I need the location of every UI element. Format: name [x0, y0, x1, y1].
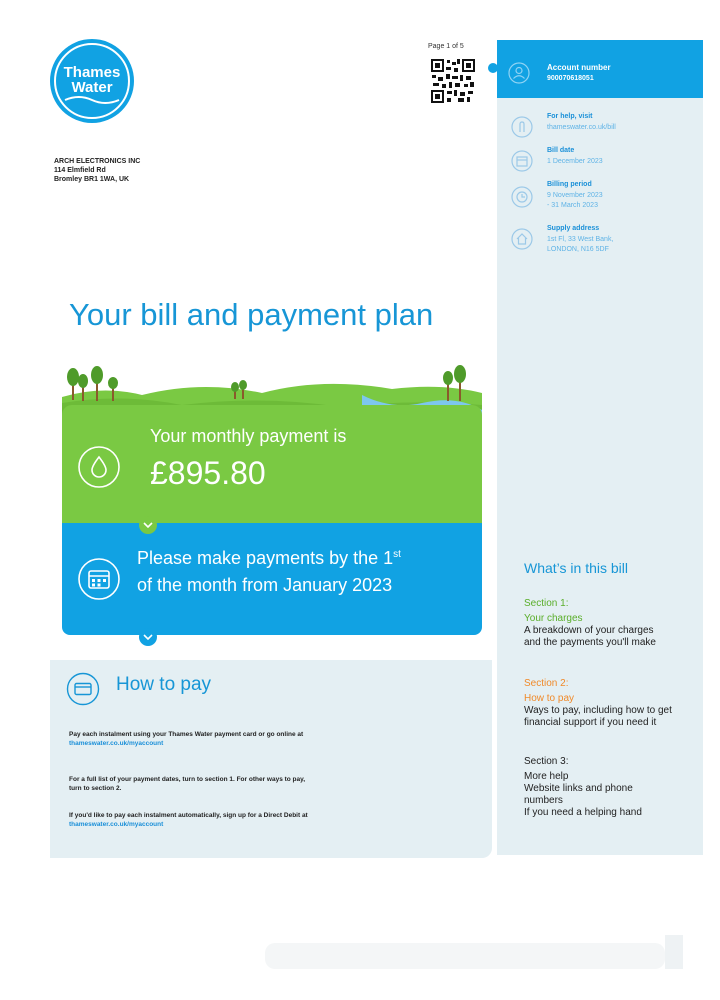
thames-water-logo [49, 38, 135, 124]
supply-address-line2: LONDON, N16 5DF [547, 246, 609, 253]
section-1-desc-line2: and the payments you'll make [524, 637, 656, 648]
payment-date-line1: Please make payments by the 1st [137, 548, 401, 568]
supply-address-line1: 1st Fl, 33 West Bank, [547, 236, 614, 243]
pointer-dot [488, 63, 498, 73]
section-1-entry [524, 598, 656, 649]
account-number-label: Account number [547, 63, 611, 72]
section-3-desc-line1: Website links and phone [524, 783, 633, 794]
supply-address-title: Supply address [547, 225, 600, 232]
whats-in-bill-title: What’s in this bill [524, 560, 629, 576]
monthly-payment-card [62, 405, 482, 523]
customer-line3: Bromley BR1 1WA, UK [54, 176, 130, 183]
myaccount-link[interactable]: thameswater.co.uk/myaccount [69, 740, 164, 747]
bill-date-title: Bill date [547, 147, 575, 154]
billing-period-title: Billing period [547, 181, 592, 188]
how-to-pay-paragraph-3: If you'd like to pay each instalment automatically, sign up for a Direct Debit at thameswater.co.uk/myaccount [69, 812, 308, 828]
how-to-pay-paragraph-1: Pay each instalment using your Thames Water payment card or go online at thameswater.co.uk/myaccount [69, 731, 304, 747]
section-2-desc-line2: financial support if you need it [524, 717, 657, 728]
section-3-desc-line3: If you need a helping hand [524, 807, 642, 818]
section-1-desc-line1: A breakdown of your charges [524, 625, 654, 636]
section-2-name: How to pay [524, 693, 575, 704]
help-title: For help, visit [547, 113, 593, 120]
page-title: Your bill and payment plan [69, 297, 434, 332]
section-3-label: Section 3: [524, 756, 569, 767]
calendar-icon [511, 150, 533, 172]
payment-date-text [137, 541, 401, 599]
faded-footer-mark [265, 935, 685, 975]
account-number-value: 900070618051 [547, 75, 594, 82]
page-number: Page 1 of 5 [428, 43, 464, 50]
customer-line1: ARCH ELECTRONICS INC [54, 158, 141, 165]
help-link[interactable]: thameswater.co.uk/bill [547, 124, 616, 131]
customer-line2: 114 Elmfield Rd [54, 167, 106, 174]
logo-line1: Thames [63, 64, 121, 81]
payment-card-icon [66, 672, 100, 706]
section-3-desc-line2: numbers [524, 795, 563, 806]
section-3-name: More help [524, 771, 569, 782]
customer-address [54, 157, 140, 184]
bill-date-value: 1 December 2023 [547, 158, 603, 165]
billing-period-line1: 9 November 2023 [547, 192, 603, 199]
water-drop-icon [77, 445, 121, 489]
logo-line2: Water [71, 79, 113, 96]
section-2-desc-line1: Ways to pay, including how to get [524, 705, 672, 716]
payment-date-line2: of the month from January 2023 [137, 575, 393, 595]
calendar-icon [77, 557, 121, 601]
section-3-entry [524, 756, 642, 819]
section-1-label: Section 1: [524, 598, 569, 609]
clock-icon [511, 186, 533, 208]
qr-code [430, 58, 476, 104]
chevron-down-icon [138, 515, 158, 535]
billing-period-line2: - 31 March 2023 [547, 202, 598, 209]
monthly-payment-label: Your monthly payment is [150, 426, 347, 446]
person-icon [508, 62, 530, 84]
section-2-label: Section 2: [524, 678, 569, 689]
direct-debit-link[interactable]: thameswater.co.uk/myaccount [69, 821, 164, 828]
monthly-payment-amount: £895.80 [150, 455, 266, 491]
how-to-pay-title: How to pay [116, 674, 212, 695]
section-1-name: Your charges [524, 613, 583, 624]
how-to-pay-paragraph-2: For a full list of your payment dates, turn to section 1. For other ways to pay, turn to section 2. [69, 776, 306, 792]
touch-icon [511, 116, 533, 138]
chevron-down-icon [138, 627, 158, 647]
section-2-entry [524, 678, 672, 729]
house-icon [511, 228, 533, 250]
